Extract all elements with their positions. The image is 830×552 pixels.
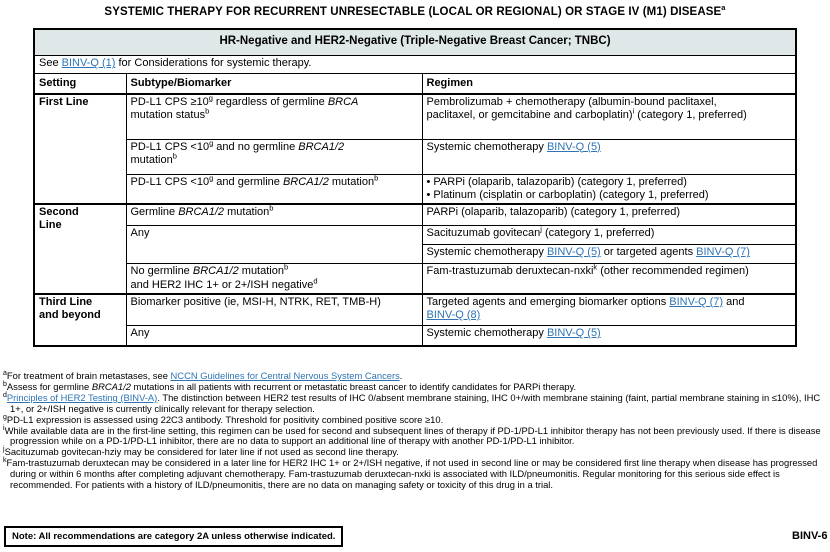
text-segment: b xyxy=(205,106,210,116)
binv-q-7-link[interactable]: BINV-Q (7) xyxy=(696,246,750,259)
footnote-k xyxy=(3,458,827,491)
footnote-marker: d xyxy=(3,391,7,399)
cell-third-line-2-regimen xyxy=(422,326,796,346)
footnote-marker: j xyxy=(3,446,5,454)
cell-first-line-3-subtype xyxy=(126,174,422,204)
text-segment: b xyxy=(283,262,289,272)
text-segment: BRCA1/2 xyxy=(91,380,131,392)
text-segment: and no germline xyxy=(213,140,299,153)
footnote-marker: a xyxy=(3,369,7,377)
text-segment: Targeted agents and emerging biomarker options xyxy=(426,295,670,308)
cell-second-line-3-regimen xyxy=(422,245,796,264)
cell-second-line-4-regimen xyxy=(422,264,796,294)
text-segment: Systemic chemotherapy xyxy=(426,327,547,340)
text-segment: First Line xyxy=(39,96,89,108)
binv-q-5-link[interactable]: BINV-Q (5) xyxy=(546,327,601,340)
cell-first-line-1-subtype xyxy=(126,94,422,139)
cell-third-line-1-regimen xyxy=(422,294,796,326)
text-segment: d xyxy=(313,275,318,285)
text-segment: Fam-trastuzumab deruxtecan may be considered in a later line for HER2 IHC 1+ or 2+/ISH negative, if not used in second line or may be considered first line therapy when disease has progressed during or within 6 months after completing adjuvant chemotherapy. Fam-trastuzumab deruxtecan-nxki is associated with ILD/pneumonitis. Regular monitoring for this serious side effect is recommended. For patients with a history of ILD/pneumonitis, there are no data on managing safety or toxicity of this drug in a trial. xyxy=(6,457,818,491)
text-segment: mutations in all patients with recurrent or metastatic breast cancer to identify candidates for PARPi therapy. xyxy=(130,380,577,392)
binv-q-7-link[interactable]: BINV-Q (7) xyxy=(669,295,724,308)
cell-second-line-any-subtype xyxy=(126,226,422,264)
text-segment: Pembrolizumab + chemotherapy (albumin-bound paclitaxel, xyxy=(426,96,717,108)
text-segment: BRCA xyxy=(327,96,359,108)
text-segment: . The distinction between HER2 test results of IHC 0/absent membrane staining, IHC 0+/with membrane staining (faint, partial membrane staining in ≤10%), IHC 1+, or 2+/ISH negative is currently clinically relevant for therapy selection. xyxy=(10,391,821,414)
col-header-subtype: Subtype/Biomarker xyxy=(126,73,422,94)
cell-second-line-4-subtype xyxy=(126,264,422,294)
text-segment: . xyxy=(399,370,403,381)
text-segment: b xyxy=(172,151,177,161)
category-note-box: Note: All recommendations are category 2A unless otherwise indicated. xyxy=(4,526,343,547)
text-segment: regardless of germline xyxy=(212,96,328,108)
text-segment: • Platinum (cisplatin or carboplatin) (category 1, preferred) xyxy=(426,188,709,201)
cell-second-line-1-regimen xyxy=(422,204,796,226)
cell-second-line-2-regimen xyxy=(422,226,796,245)
nccn-cns-guidelines-link[interactable]: NCCN Guidelines for Central Nervous System Cancers xyxy=(170,370,400,381)
text-segment: i xyxy=(632,106,635,116)
cell-first-line-3-regimen xyxy=(422,174,796,204)
col-header-setting: Setting xyxy=(34,73,126,94)
text-segment: and HER2 IHC 1+ or 2+/ISH negative xyxy=(130,278,314,291)
footnote-text xyxy=(5,425,821,447)
col-header-regimen: Regimen xyxy=(422,73,796,94)
footnote-text xyxy=(5,446,399,457)
page-title-text: SYSTEMIC THERAPY FOR RECURRENT UNRESECTABLE (LOCAL OR REGIONAL) OR STAGE IV (M1) DISEASE xyxy=(104,6,722,18)
text-segment: b xyxy=(374,172,379,182)
text-segment: PD-L1 CPS <10 xyxy=(130,140,210,153)
text-segment: g xyxy=(209,172,214,182)
text-segment: PARPi (olaparib, talazoparib) (category 1, preferred) xyxy=(426,205,681,218)
text-segment: mutation xyxy=(328,175,375,188)
text-segment: mutation xyxy=(224,205,270,218)
text-segment: BRCA1/2 xyxy=(298,140,345,153)
page-title-footnote-marker: a xyxy=(721,3,726,13)
setting-third-line xyxy=(34,294,126,346)
binv-q-8-link[interactable]: BINV-Q (8) xyxy=(426,308,481,321)
text-segment: Fam-trastuzumab deruxtecan-nxki xyxy=(426,265,594,278)
see-considerations-note xyxy=(34,55,796,73)
binv-a-link[interactable]: Principles of HER2 Testing (BINV-A) xyxy=(6,391,158,403)
cell-first-line-2-regimen xyxy=(422,139,796,174)
setting-first-line xyxy=(34,94,126,204)
text-segment: See xyxy=(39,57,62,70)
text-segment: Second xyxy=(39,205,79,218)
text-segment: paclitaxel, or gemcitabine and carboplatin) xyxy=(426,109,633,122)
binv-q-5-link[interactable]: BINV-Q (5) xyxy=(546,140,601,153)
text-segment: g xyxy=(208,93,213,103)
binv-q-5-link[interactable]: BINV-Q (5) xyxy=(546,246,601,259)
text-segment: (category 1, preferred) xyxy=(634,109,747,122)
text-segment: Line xyxy=(39,219,62,232)
cell-first-line-2-subtype xyxy=(126,139,422,174)
footnote-text xyxy=(7,392,820,414)
footnote-i xyxy=(3,426,827,448)
text-segment: Sacituzumab govitecan xyxy=(426,227,541,240)
text-segment: and beyond xyxy=(39,308,101,321)
footnote-d xyxy=(3,393,827,415)
text-segment: Germline xyxy=(130,205,179,218)
text-segment: BRCA1/2 xyxy=(178,205,225,218)
page-number-label: BINV-6 xyxy=(792,530,828,542)
text-segment: Third Line xyxy=(39,295,93,308)
footnote-marker: b xyxy=(3,380,7,388)
setting-second-line xyxy=(34,204,126,294)
text-segment: mutation xyxy=(130,153,173,166)
text-segment: and xyxy=(723,295,745,308)
text-segment: PD-L1 CPS <10 xyxy=(130,175,210,188)
text-segment: (other recommended regimen) xyxy=(597,265,749,278)
text-segment: for Considerations for systemic therapy. xyxy=(115,57,312,70)
footnote-text xyxy=(7,457,818,490)
text-segment: Any xyxy=(130,327,150,340)
footnote-text xyxy=(7,414,443,425)
cell-third-line-1-subtype xyxy=(126,294,422,326)
footnote-marker: i xyxy=(3,424,5,432)
text-segment: and germline xyxy=(213,175,283,188)
text-segment: Assess for germline xyxy=(6,380,92,392)
text-segment: Any xyxy=(130,227,150,240)
text-segment: (category 1, preferred) xyxy=(541,227,655,240)
text-segment: mutation xyxy=(238,265,284,278)
text-segment: BRCA1/2 xyxy=(192,265,239,278)
text-segment: No germline xyxy=(130,265,193,278)
page-title xyxy=(0,3,830,18)
cell-second-line-1-subtype xyxy=(126,204,422,226)
footnote-text xyxy=(7,381,576,392)
text-segment: b xyxy=(269,203,274,213)
text-segment: Sacituzumab govitecan-hziy may be considered for later line if not used as second line therapy. xyxy=(4,446,399,458)
footnote-text xyxy=(7,370,402,381)
text-segment: Systemic chemotherapy xyxy=(426,140,547,153)
footnote-marker: g xyxy=(3,413,7,421)
text-segment: BRCA1/2 xyxy=(282,175,329,188)
binv-q-1-link[interactable]: BINV-Q (1) xyxy=(61,57,116,70)
footnote-marker: k xyxy=(3,457,7,465)
cell-first-line-1-regimen xyxy=(422,94,796,139)
text-segment: For treatment of brain metastases, see xyxy=(6,370,171,381)
table-banner: HR-Negative and HER2-Negative (Triple-Negative Breast Cancer; TNBC) xyxy=(34,29,796,55)
text-segment: PD-L1 CPS ≥10 xyxy=(130,96,209,108)
text-segment: Biomarker positive (ie, MSI-H, NTRK, RET, TMB-H) xyxy=(130,295,381,308)
text-segment: Systemic chemotherapy xyxy=(426,246,547,259)
footnotes xyxy=(3,371,827,491)
text-segment: While available data are in the first-line setting, this regimen can be used for second and subsequent lines of therapy if PD-1/PD-L1 inhibitor therapy has not been previously used. If there is disease progression while on a PD-1/PD-L1 inhibitor, there are no data to support an additional line of therapy with another PD-1/PD-L1 inhibitor. xyxy=(4,424,821,447)
text-segment: PD-L1 expression is assessed using 22C3 antibody. Threshold for positivity combined positive score ≥10. xyxy=(6,413,444,425)
therapy-table xyxy=(33,28,797,347)
text-segment: or targeted agents xyxy=(600,246,697,259)
text-segment: g xyxy=(209,137,214,147)
cell-third-line-2-subtype xyxy=(126,326,422,346)
text-segment: mutation status xyxy=(130,109,206,122)
text-segment: j xyxy=(540,224,542,234)
text-segment: k xyxy=(593,262,598,272)
text-segment: • PARPi (olaparib, talazoparib) (category 1, preferred) xyxy=(426,175,687,188)
